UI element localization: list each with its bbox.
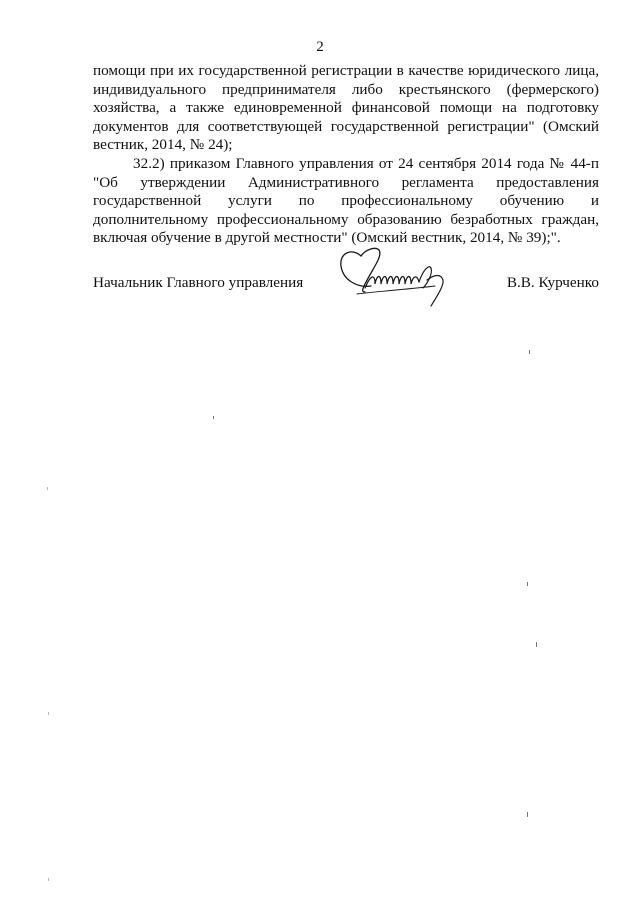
scan-speck xyxy=(213,416,214,419)
page-number: 2 xyxy=(316,39,324,55)
signature-block xyxy=(93,268,599,308)
scan-speck xyxy=(48,712,49,715)
scan-speck xyxy=(48,878,49,881)
paragraph-item-32-2: 32.2) приказом Главного управления от 24 сентября 2014 года № 44-п "Об утверждении Административного регламента предоставления государственной услуги по профессиональному обучению и дополнительному профессиональному образованию безработных граждан, включая обучение в другой местности" (Омский вестник, 2014, № 39);". xyxy=(93,155,599,247)
scan-speck xyxy=(47,487,48,490)
scan-speck xyxy=(529,350,530,354)
handwritten-signature xyxy=(331,244,461,308)
signer-position: Начальник Главного управления xyxy=(93,274,304,291)
scan-speck xyxy=(536,642,537,647)
paragraph-continuation: помощи при их государственной регистрации в качестве юридического лица, индивидуального предпринимателя либо крестьянского (фермерского) хозяйства, а также единовременной финансовой помощи на подготовку документов для соответствующей государственной регистрации" (Омский вестник, 2014, № 24); xyxy=(93,62,599,154)
signer-name: В.В. Курченко xyxy=(506,274,599,291)
scan-speck xyxy=(527,582,528,586)
scan-speck xyxy=(527,812,528,817)
